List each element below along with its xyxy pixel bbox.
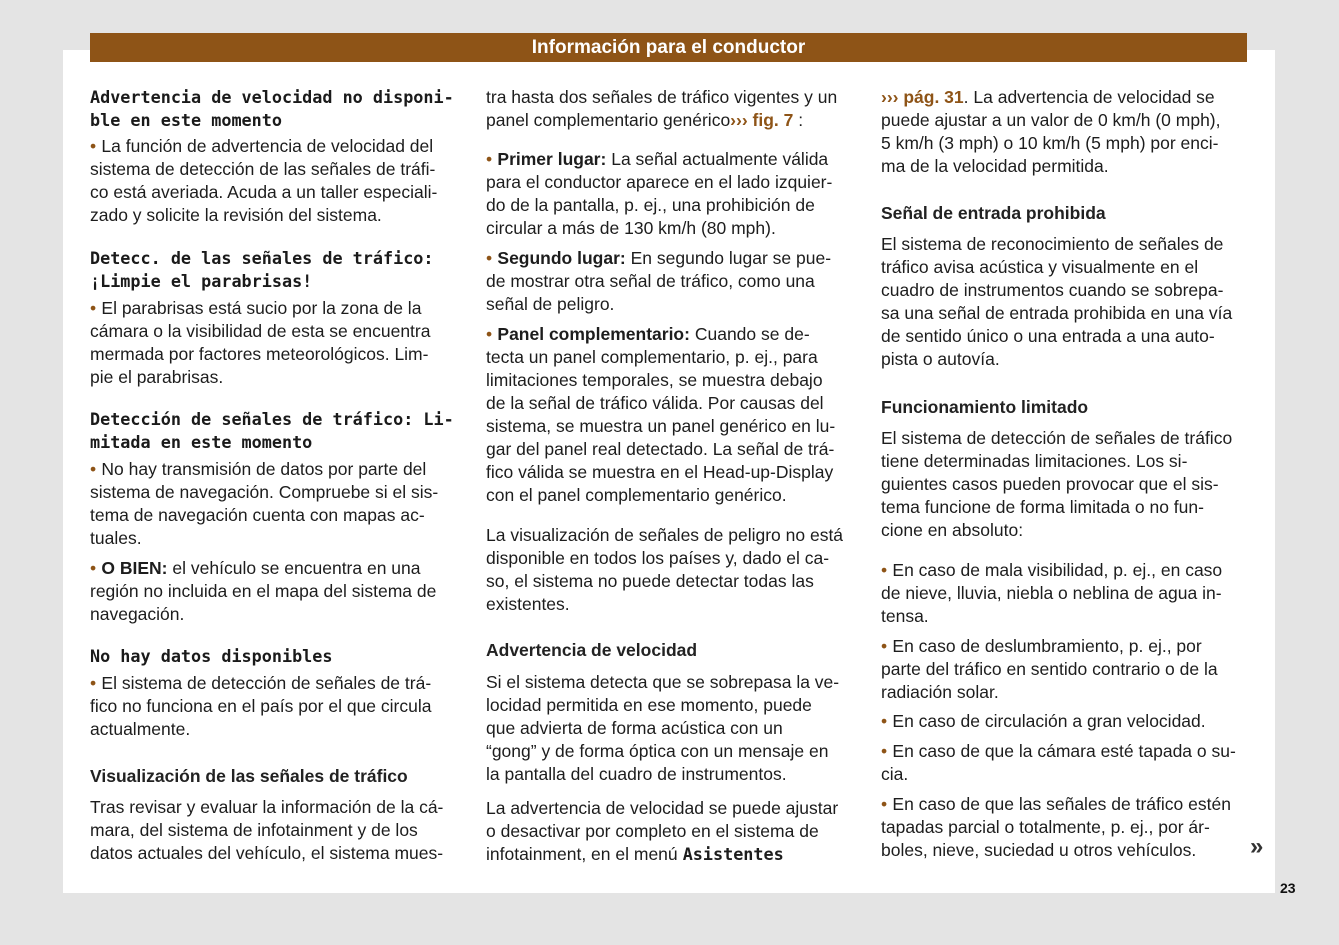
continued-arrow-icon: » — [1250, 833, 1264, 860]
paragraph-text: tra hasta dos señales de tráfico vigentes y un panel complementario genérico — [486, 86, 838, 130]
paragraph — [486, 86, 858, 132]
paragraph-text: : — [793, 109, 804, 130]
list-item — [486, 148, 858, 240]
menu-name: Asistentes — [682, 843, 784, 864]
heading-no-data: No hay datos disponibles — [90, 645, 333, 666]
list-item-text: En segundo lugar se pue- de mostrar otra señal de tráfico, como una señal de peligro. — [486, 247, 832, 314]
list-item — [881, 740, 1253, 786]
paragraph: Tras revisar y evaluar la información de la cá- mara, del sistema de infotainment y de los datos actuales del vehículo, el sistema mues- — [90, 796, 444, 863]
list-item — [90, 135, 462, 227]
page-reference-link[interactable]: ››› pág. 31 — [881, 86, 964, 107]
list-item — [881, 793, 1253, 862]
bullet-icon: • — [90, 672, 97, 693]
list-item — [881, 559, 1253, 628]
page-number: 23 — [1280, 880, 1296, 896]
paragraph-text: . La advertencia de velocidad se puede ajustar a un valor de 0 km/h (0 mph), 5 km/h (3 mph) o 10 km/h (5 mph) por enci- ma de la velocidad permitida. — [881, 86, 1221, 176]
list-item-lead: Segundo lugar: — [497, 247, 626, 268]
heading-sign-display: Visualización de las señales de tráfico — [90, 765, 408, 786]
bullet-icon: • — [486, 247, 493, 268]
figure-reference-link[interactable]: ››› fig. 7 — [730, 109, 794, 130]
list-item — [90, 297, 462, 389]
bullet-icon: • — [881, 559, 888, 580]
list-item-text: El sistema de detección de señales de trá- fico no funciona en el país por el que circula actualmente. — [90, 672, 432, 739]
list-item-lead: Primer lugar: — [497, 148, 607, 169]
paragraph — [486, 797, 858, 866]
heading-limited-now: Detección de señales de tráfico: Li- mitada en este momento — [90, 408, 454, 452]
list-item-text: el vehículo se encuentra en una región no incluida en el mapa del sistema de navegación. — [90, 557, 437, 624]
list-item — [90, 672, 462, 741]
heading-speed-warning-unavailable: Advertencia de velocidad no disponi- ble en este momento — [90, 86, 454, 130]
list-item-text: La función de advertencia de velocidad del sistema de detección de las señales de tráfi- co está averiada. Acuda a un taller especiali- zado y solicite la revisión del sistema. — [90, 135, 438, 225]
list-item-text: En caso de que la cámara esté tapada o su- cia. — [881, 740, 1236, 784]
paragraph: La visualización de señales de peligro no está disponible en todos los países y, dado el ca- so, el sistema no puede detectar todas las existentes. — [486, 524, 844, 614]
bullet-icon: • — [90, 135, 97, 156]
column-2 — [486, 0, 858, 900]
bullet-icon: • — [881, 635, 888, 656]
bullet-icon: • — [90, 458, 97, 479]
section-title: Información para el conductor — [531, 37, 806, 58]
bullet-icon: • — [90, 557, 97, 578]
paragraph: El sistema de reconocimiento de señales de tráfico avisa acústica y visualmente en el cuadro de instrumentos cuando se sobrepa- sa una señal de entrada prohibida en una vía de sentido único o una entrada a una auto- pista o autovía. — [881, 233, 1233, 369]
heading-no-entry-sign: Señal de entrada prohibida — [881, 202, 1106, 223]
heading-speed-warning: Advertencia de velocidad — [486, 639, 698, 660]
list-item-lead: Panel complementario: — [497, 323, 690, 344]
list-item-text: No hay transmisión de datos por parte del sistema de navegación. Compruebe si el sis- tema de navegación cuenta con mapas ac- tuales. — [90, 458, 439, 548]
paragraph: Si el sistema detecta que se sobrepasa la ve- locidad permitida en ese momento, puede que advierta de forma acústica con un “gong” y de forma óptica con un mensaje en la pantalla del cuadro de instrumentos. — [486, 671, 840, 784]
bullet-icon: • — [90, 297, 97, 318]
bullet-icon: • — [881, 710, 888, 731]
list-item-text: La señal actualmente válida para el conductor aparece en el lado izquier- do de la pantalla, p. ej., una prohibición de circular a más de 130 km/h (80 mph). — [486, 148, 833, 238]
list-item — [881, 635, 1253, 704]
column-3 — [881, 0, 1253, 900]
list-item — [486, 247, 858, 316]
bullet-icon: • — [881, 793, 888, 814]
bullet-icon: • — [881, 740, 888, 761]
list-item — [90, 557, 462, 626]
list-item-text: En caso de que las señales de tráfico estén tapadas parcial o totalmente, p. ej., por ár- boles, nieve, suciedad u otros vehículos. — [881, 793, 1231, 860]
bullet-icon: • — [486, 148, 493, 169]
list-item — [90, 458, 462, 550]
list-item-lead: O BIEN: — [101, 557, 168, 578]
list-item-text: En caso de circulación a gran velocidad. — [892, 710, 1206, 731]
column-1 — [90, 0, 462, 900]
heading-clean-windscreen: Detecc. de las señales de tráfico: ¡Limpie el parabrisas! — [90, 247, 434, 291]
paragraph-text: La advertencia de velocidad se puede ajustar o desactivar por completo en el sistema de infotainment, en el menú — [486, 797, 839, 864]
paragraph — [881, 86, 1253, 178]
paragraph: El sistema de detección de señales de tráfico tiene determinadas limitaciones. Los si- guientes casos pueden provocar que el sis- tema funcione de forma limitada o no fun- cione en absoluto: — [881, 427, 1233, 540]
list-item-text: Cuando se de- tecta un panel complementario, p. ej., para limitaciones temporales, se muestra debajo de la señal de tráfico válida. Por causas del sistema, se muestra un panel genérico en lu- gar del panel real detectado. La señal de trá- fico válida se muestra en el Head-up-Display con el panel complementario genérico. — [486, 323, 836, 505]
list-item — [881, 710, 1253, 733]
list-item — [486, 323, 858, 507]
list-item-text: En caso de deslumbramiento, p. ej., por parte del tráfico en sentido contrario o de la radiación solar. — [881, 635, 1218, 702]
list-item-text: El parabrisas está sucio por la zona de la cámara o la visibilidad de esta se encuentra mermada por factores meteorológicos. Lim- pie el parabrisas. — [90, 297, 431, 387]
heading-limited-function: Funcionamiento limitado — [881, 396, 1089, 417]
bullet-icon: • — [486, 323, 493, 344]
list-item-text: En caso de mala visibilidad, p. ej., en caso de nieve, lluvia, niebla o neblina de agua in- tensa. — [881, 559, 1223, 626]
